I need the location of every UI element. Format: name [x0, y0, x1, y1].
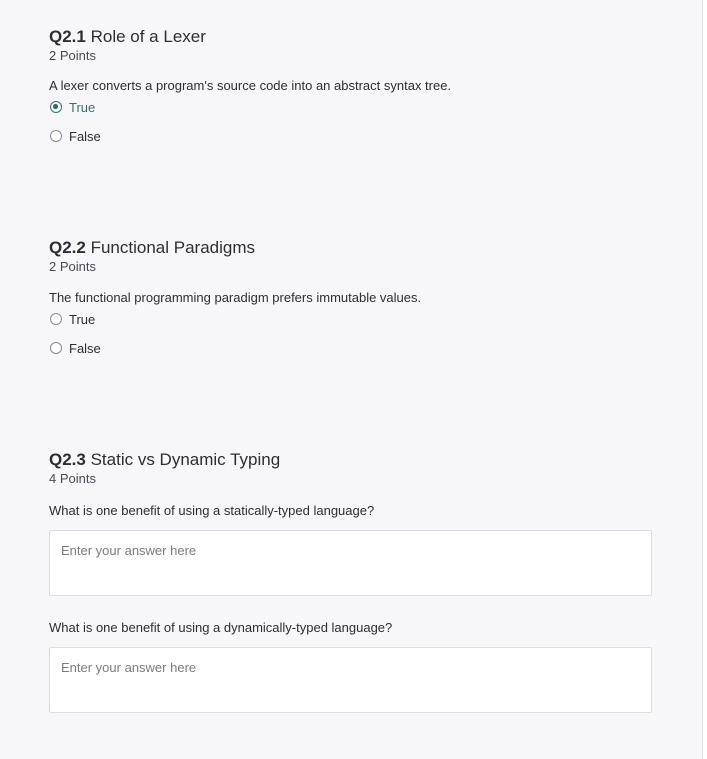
- option-false[interactable]: [49, 127, 652, 145]
- question-part-prompt: What is one benefit of using a statically-typed language?: [49, 503, 375, 518]
- question-title-text: Static vs Dynamic Typing: [90, 450, 281, 469]
- scrollbar-track[interactable]: [702, 0, 707, 759]
- question-number: Q2.3: [49, 450, 86, 469]
- question-points: 2 Points: [49, 48, 96, 63]
- question-part-prompt: What is one benefit of using a dynamically-typed language?: [49, 620, 393, 635]
- question-points: 2 Points: [49, 259, 96, 274]
- option-label: False: [69, 128, 101, 144]
- question-title: [49, 450, 652, 470]
- question-number: Q2.2: [49, 238, 86, 257]
- radio-button[interactable]: [50, 342, 62, 354]
- question-title: [49, 27, 652, 47]
- question-title-text: Functional Paradigms: [90, 238, 256, 257]
- option-false[interactable]: [49, 339, 652, 357]
- question-title: [49, 238, 652, 258]
- answer-input-static-typing[interactable]: [49, 530, 652, 596]
- question-2-3: [49, 450, 652, 488]
- question-prompt: The functional programming paradigm prefers immutable values.: [49, 290, 422, 305]
- radio-button[interactable]: [50, 130, 62, 142]
- option-label: True: [69, 99, 96, 115]
- option-label: True: [69, 311, 96, 327]
- answer-input-dynamic-typing[interactable]: [49, 647, 652, 713]
- question-title-text: Role of a Lexer: [90, 27, 206, 46]
- radio-button-checked[interactable]: [50, 101, 62, 113]
- radio-button[interactable]: [50, 313, 62, 325]
- option-true[interactable]: [49, 98, 652, 116]
- option-label: False: [69, 340, 101, 356]
- question-2-1: [49, 27, 652, 145]
- question-points: 4 Points: [49, 471, 96, 486]
- question-prompt: A lexer converts a program's source code into an abstract syntax tree.: [49, 78, 452, 93]
- question-number: Q2.1: [49, 27, 86, 46]
- option-true[interactable]: [49, 310, 652, 328]
- question-2-2: [49, 238, 652, 357]
